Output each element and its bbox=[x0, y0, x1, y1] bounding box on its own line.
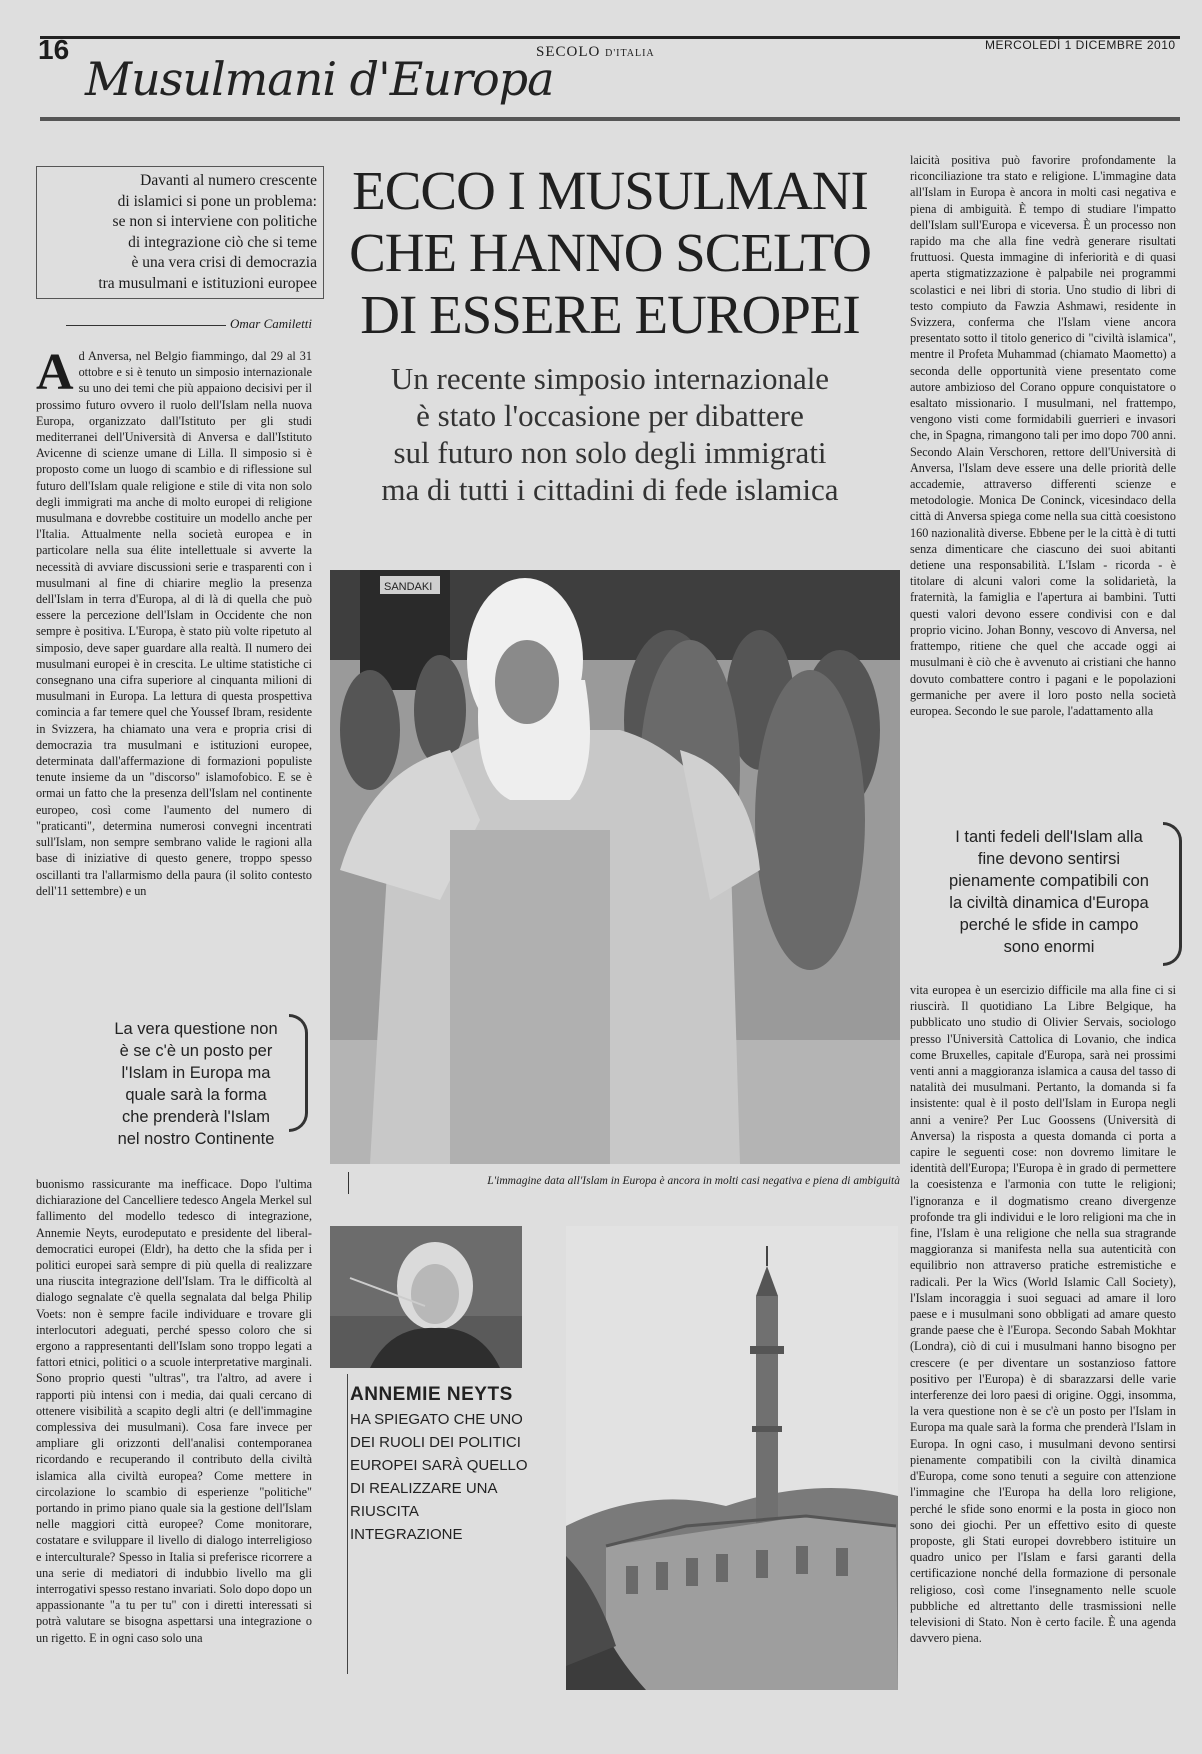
shop-sign: SANDAKI bbox=[384, 581, 433, 593]
issue-date: MERCOLEDÌ 1 DICEMBRE 2010 bbox=[985, 38, 1176, 52]
headline: ECCO I MUSULMANI CHE HANNO SCELTO DI ESSERE EUROPEI bbox=[349, 160, 871, 345]
pull-quote-right: I tanti fedeli dell'Islam alla fine devono sentirsi pienamente compatibili con la civiltà dinamica d'Europa perché le sfide in campo sono enormi bbox=[942, 826, 1156, 958]
article-column-2: buonismo rassicurante ma inefficace. Dopo l'ultima dichiarazione del Cancelliere tedesco Angela Merkel sul fallimento del modello tedesco di integrazione, Annemie Neyts, eurodeputato e presidente del liberal-democratici europei (Eldr), ha detto che la sfida per i politici europei sarà sempre di più quella di realizzare una riuscita integrazione dell'Islam. Tra le difficoltà al dialogo segnalate c'è quella segnalata dal belga Philip Voets: non è sempre facile individuare e trovare gli interlocutori adeguati, perché spesso coloro che si ergono a rappresentanti dell'Islam sono troppo legati a fattori etnici, politici o a scuole interpretative marginali. Sono proprio questi "ultras", tra l'altro, ad avere i rapporti più intensi con i media, dai quali cercano di ottenere visibilità a scapito degli altri (e dell'immagine complessiva dei musulmani). Cosa fare invece per ampliare gli orizzonti dell'analisi contemporanea ricordando e recuperando il contributo della civiltà islamica alla civiltà europea? Come mettere in circolazione lo scambio di esperienze "politiche" portando in primo piano quale sia la gestione dell'Islam nelle maggiori città europee? Come monitorare, costatare e sviluppare il livello di dialogo interreligioso e interculturale? Spesso in Italia si preferisce ricorrere a una serie di mediatori di indubbio livello ma gli interrogativi spesso restano invariati. Solo dopo dopo un appassionante "a tu per tu" con i diretti interessati si potrà valutare se bisogna aspettarsi una integrazione o un rigetto. E in ogni caso solo una bbox=[36, 1177, 312, 1645]
article-column-4: vita europea è un esercizio difficile ma alla fine ci si riuscirà. Il quotidiano La Libre Belgique, ha pubblicato uno studio di Olivier Servais, sociologo presso l'Università Cattolica di Lovanio, che indica come Bruxelles, capitale d'Europa, sarà nei prossimi venti anni a maggioranza islamica a causa del tasso di natalità dei musulmani. Pertanto, la domanda si fa insistente: qual è il posto dell'Islam in Europa negli anni a venire? Per Luc Goossens (Università di Anversa) la risposta a questa domanda ci porta a capire le seguenti cose: non dovremo limitare le identità dell'Europa; l'Europa è in grado di permettere la coesistenza e l'armonia con tutte le religioni; l'ignoranza e il dogmatismo creano divergenze profonde tra gli individui e le loro religioni ma che in fine, l'Islam è una religione che nella sua stragrande maggioranza si manifesta nella sua autenticità con equilibrio non attraverso pratiche estremistiche e radicali. Per la Wics (World Islamic Call Society), l'Islam incoraggia i suoi seguaci ad amare il loro paese e i musulmani sono obbligati ad amare questo grande paese che è l'Europa. Secondo Sabah Mokhtar (Londra), ciò di cui i musulmani hanno bisogno per crescere (e per diventare un sostanzioso fattore positivo per l'Europa) è di sbarazzarsi delle varie interferenze dei loro paesi di origine. Oggi, insomma, la vera questione non è se c'è un posto per l'Islam in Europa ma quale sarà la forma che prenderà l'Islam in Europa. In ogni caso, i musulmani devono sentirsi pienamente compatibili con la civiltà dinamica d'Europa, come sono tenuti a seguire con attenzione l'immagine che l'Europa ha della loro religione, perché le sfide sono enormi e la posta in gioco non sono dei giochi. Per un effettivo esito di queste proposte, gli Stati europei dovrebbero istituire un quadro unico per l'Islam e farsi garanti della certificazione nonché della formazione di personale religioso, così come l'insegnamento nelle scuole pubbliche ed altrettanto delle trasmissioni nelle televisioni di Stato. Non è certo facile. È una agenda davvero piena. bbox=[910, 983, 1176, 1646]
newspaper-name: SECOLO D'ITALIA bbox=[536, 44, 655, 60]
pull-quote-left: La vera questione non è se c'è un posto per l'Islam in Europa ma quale sarà la forma che prenderà l'Islam nel nostro Continente bbox=[110, 1018, 282, 1150]
standfirst: Davanti al numero crescente di islamici si pone un problema: se non si interviene con politiche di integrazione ciò che si teme è una vera crisi di democrazia tra musulmani e istituzioni europee bbox=[36, 166, 324, 299]
article-column-1: Ad Anversa, nel Belgio fiammingo, dal 29 al 31 ottobre e si è tenuto un simposio internazionale su uno dei temi che più appaiono decisivi per il prossimo futuro ovvero il ruolo dell'Islam nella nuova Europa, organizzato dall'Istituto per gli studi mediterranei dell'Università di Anversa e dall'Istituto Avicenne di scienze umane di Lilla. Il simposio si è proposto come un luogo di scambio e di riflessione sul futuro dell'Islam quale religione e stile di vita non solo degli immigrati ma anche di molto europei di religione musulmana e dovrebbe costituire un modello anche per l'Italia. Attualmente nella società europea e in particolare nella sua élite intellettuale si avverte la necessità di avviare discussioni serie e trasparenti con i musulmani al fine di chiarire meglio la presenza dell'Islam in terra d'Europa, al di là di quella che può essere la percezione dell'Islam in Occidente che non sempre è positiva. L'Europa, è stato più volte ripetuto al simposio, deve saper guardare alla realtà. Il numero dei musulmani europei è in crescita. Le ultime statistiche ci consegnano una cifra superiore al cinquanta milioni di musulmani in Europa. La lettura di questa prospettiva comincia a far temere quel che Youssef Ibram, residente in Svizzera, ha chiamato una vera e propria crisi di democrazia tra musulmani e istituzioni europee, determinata dall'affermazione di formazioni populiste tenute insieme da un "discorso" islamofobico. E se è ormai un fatto che la presenza dell'Islam nel continente europeo, così come l'aumento del numero di "praticanti", determina numerosi convegni incentrati sull'Islam, non sempre sembrano valide le ragioni alla base di iniziative di questo genere, troppo spesso oscillanti tra l'allarmismo della paura (il solito contesto dell'11 settembre) e un bbox=[36, 344, 312, 898]
portrait-text: HA SPIEGATO CHE UNO DEI RUOLI DEI POLITICI EUROPEI SARÀ QUELLO DI REALIZZARE UNA RIUSCITA INTEGRAZIONE bbox=[350, 1411, 528, 1543]
drop-cap: A bbox=[36, 344, 74, 401]
article-column-3: laicità positiva può favorire profondamente la riconciliazione tra stato e religione. L'immagine data all'Islam in Europa è ancora in molti casi negativa e piena di ambiguità. È tempo di studiare l'impatto dell'Islam sull'Europa e viceversa. È un processo non rapido ma che alla fine vedrà generare risultati fruttuosi. Questa immagine di inferiorità e di quasi aperta stigmatizzazione è palpabile nei programmi scolastici e nei libri di storia. Uno studio di libri di testo compiuto da Fawzia Ashmawi, residente in Svizzera, conferma che l'Islam viene ancora presentato sotto il titolo generico di "civiltà islamica", mentre il Profeta Muhammad (chiamato Maometto) a seconda delle opportunità viene presentato come autore ambizioso del Corano oppure conquistatore o esaltato missionario. I musulmani, nel frattempo, vengono visti come formidabili guerrieri e invasori che, in Spagna, rimangono tali per imo dopo 700 anni. Secondo Alain Verschoren, rettore dell'Università di Anversa, l'Islam deve essere una delle priorità delle accademie, attraverso differenti scienze e metodologie. Monica De Coninck, vicesindaco della città di Anversa spiega come nella sua città coesistono 160 nazionalità diverse. Ebbene per le la città è di tutti senza dimenticare che ciascuno dei suoi abitanti detiene una responsabilità. L'Islam - ricorda - è titolare di alcuni valori come la solidarietà, la fraternità, la famiglia e l'apertura ai bambini. Tutti questi valori devono essere condivisi con e dal proprio vicino. Johan Bonny, vescovo di Anversa, nel frattempo, ritiene che quel che accade oggi ai musulmani è ciò che è avvenuto ai cristiani che hanno dovuto combattere contro i pagani e le popolazioni germaniche per avere il loro posto nella società europea. Secondo le sue parole, l'adattamento alla bbox=[910, 153, 1176, 718]
portrait-photo bbox=[330, 1226, 522, 1368]
portrait-caption-rule bbox=[347, 1374, 348, 1674]
portrait-name: ANNEMIE NEYTS bbox=[350, 1384, 513, 1405]
mosque-photo bbox=[566, 1226, 898, 1690]
byline: Omar Camiletti bbox=[36, 316, 312, 332]
section-rule bbox=[40, 117, 1180, 121]
section-title: Musulmani d'Europa bbox=[85, 52, 554, 106]
page-number: 16 bbox=[38, 34, 70, 65]
subheadline: Un recente simposio internazionale è stato l'occasione per dibattere sul futuro non solo degli immigrati ma di tutti i cittadini di fede islamica bbox=[381, 361, 839, 507]
main-photo bbox=[330, 570, 900, 1164]
main-photo-caption: L'immagine data all'Islam in Europa è ancora in molti casi negativa e piena di ambiguità bbox=[487, 1175, 900, 1187]
portrait-caption bbox=[350, 1384, 528, 1546]
